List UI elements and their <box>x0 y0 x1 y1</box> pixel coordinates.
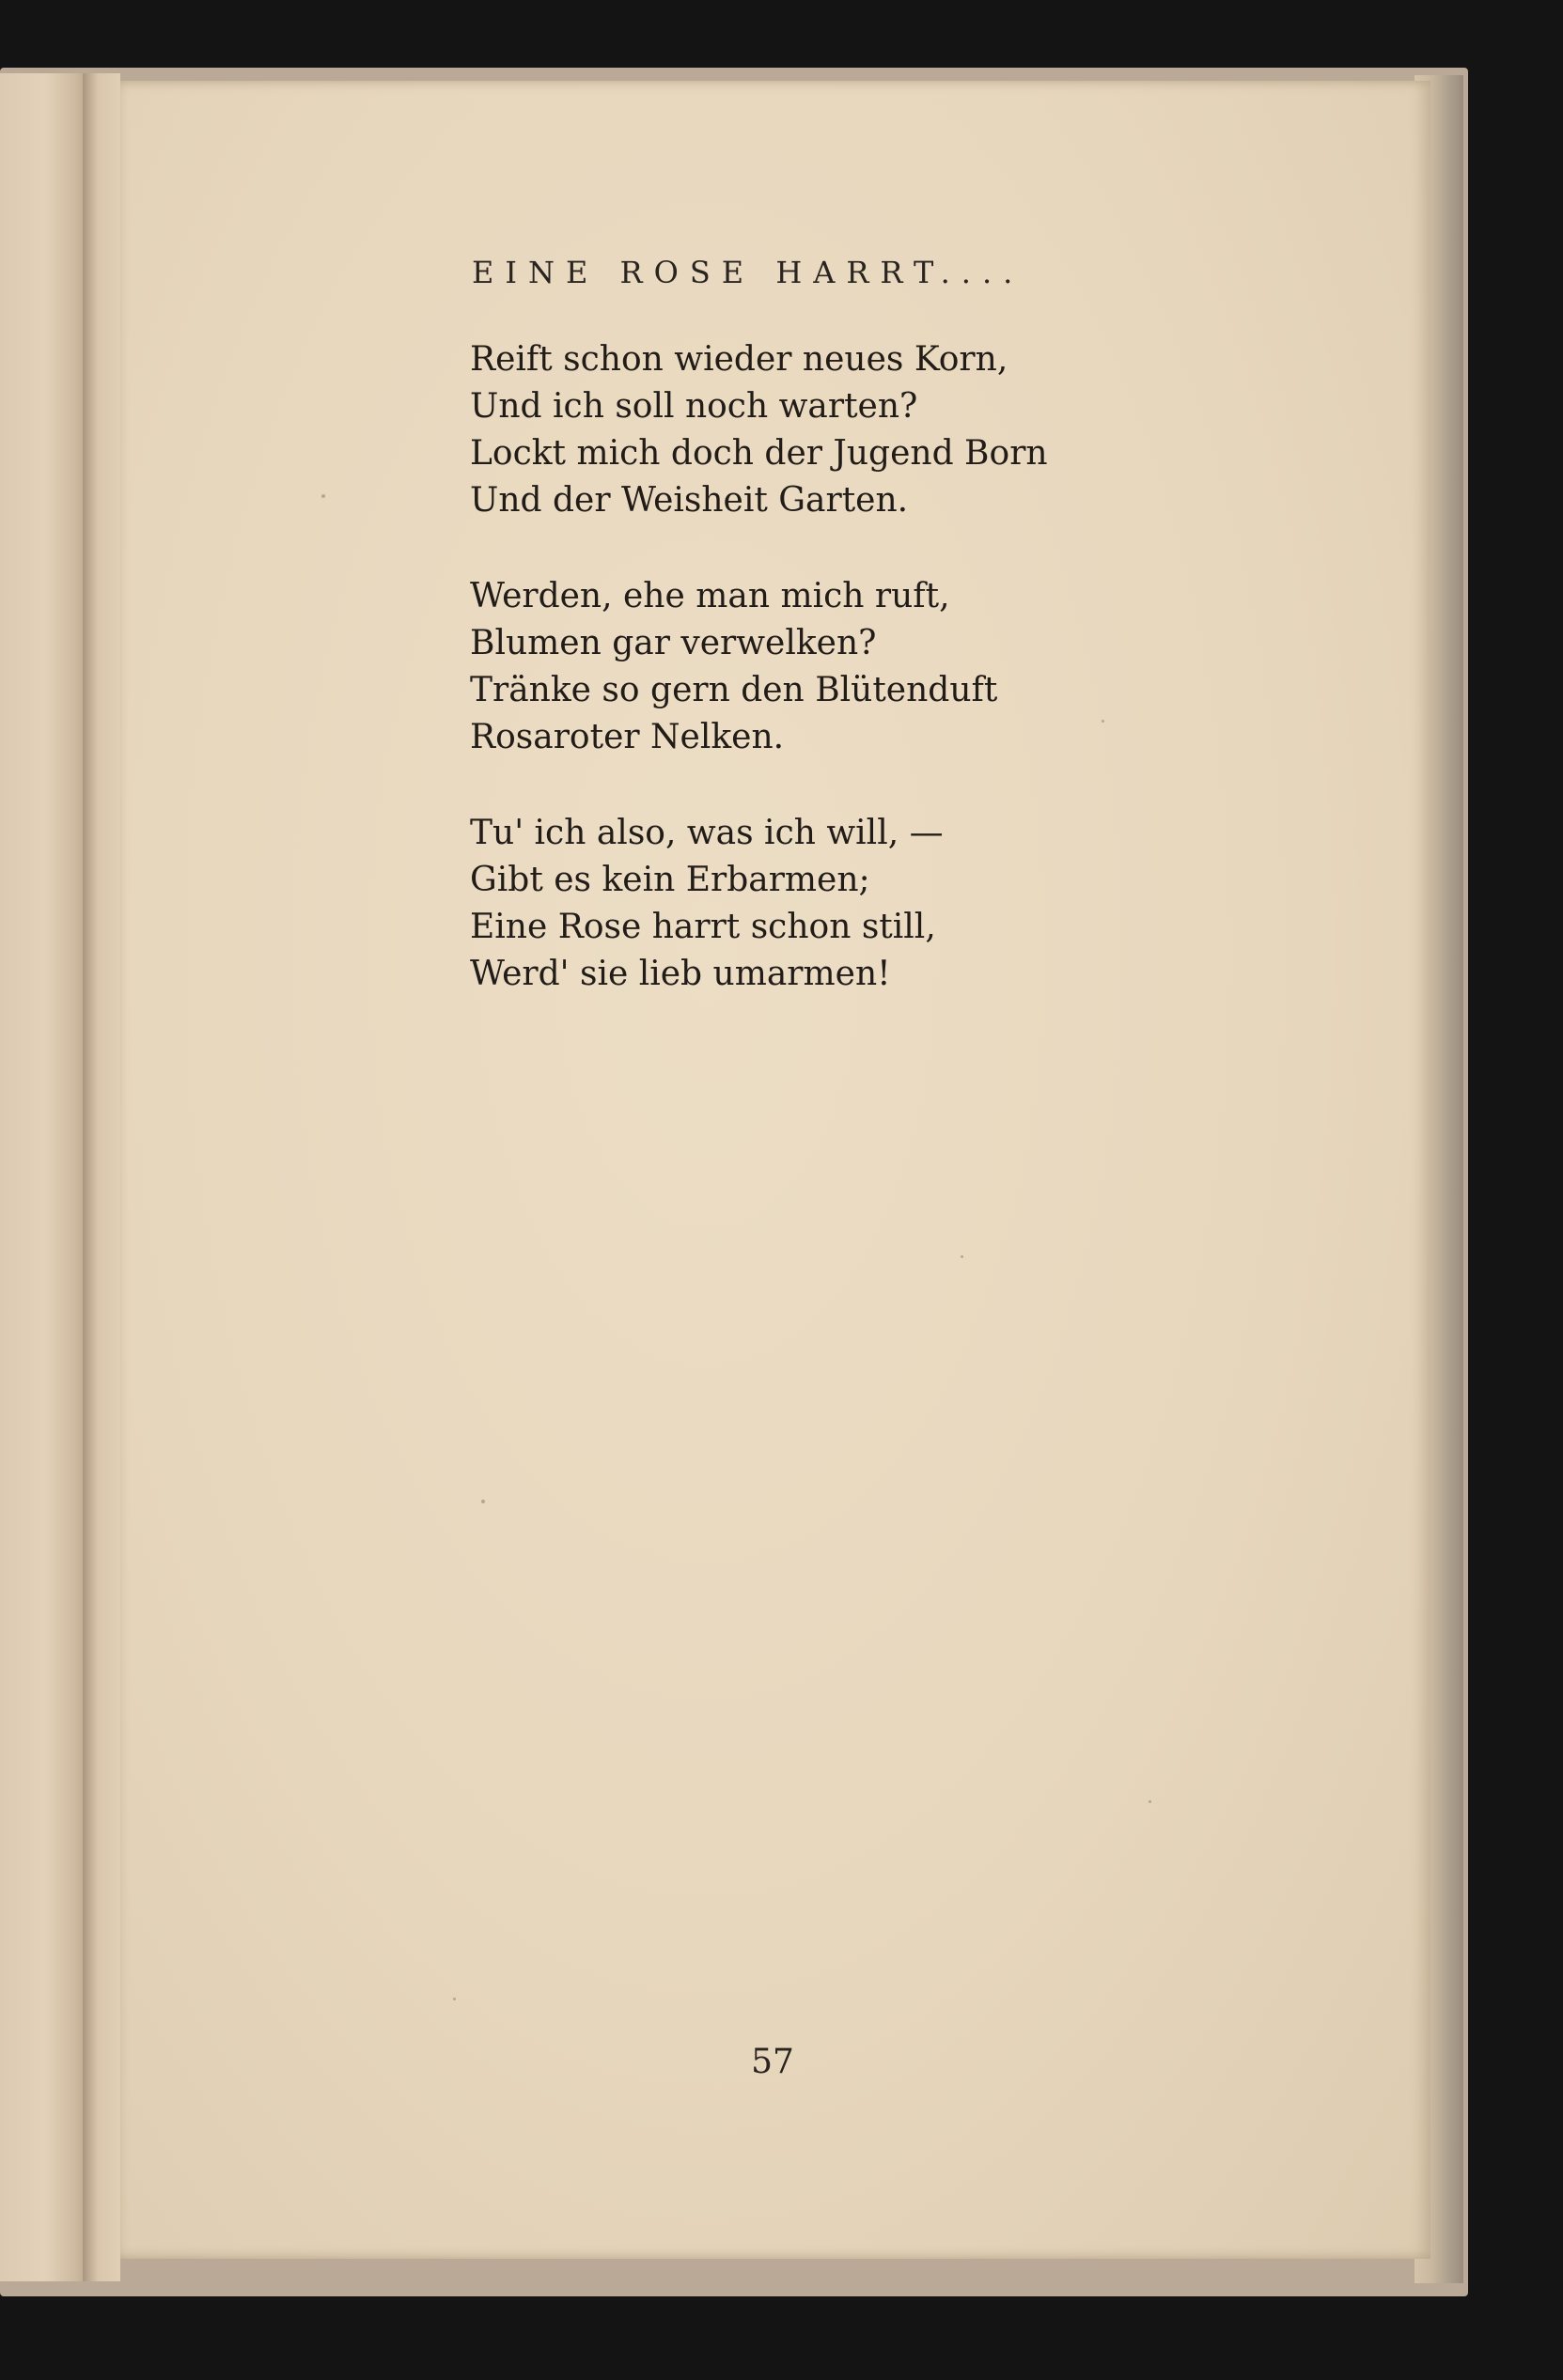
poem-title: EINE ROSE HARRT.... <box>472 255 1024 290</box>
verse-line: Werden, ehe man mich ruft, <box>470 577 950 615</box>
verse-line: Lockt mich doch der Jugend Born <box>470 434 1048 473</box>
verse-line: Und ich soll noch warten? <box>470 387 918 426</box>
paper-speck <box>961 1255 963 1258</box>
paper-speck <box>481 1500 485 1503</box>
verse-line: Und der Weisheit Garten. <box>470 481 909 520</box>
verse-line: Gibt es kein Erbarmen; <box>470 861 870 899</box>
verse-line: Werd' sie lieb umarmen! <box>470 955 891 993</box>
left-page-edge <box>0 73 89 2281</box>
verse-line: Reift schon wieder neues Korn, <box>470 340 1008 379</box>
stanza-3 <box>470 810 944 998</box>
page-number: 57 <box>751 2043 794 2081</box>
paper-speck <box>453 1998 456 2000</box>
verse-line: Blumen gar verwelken? <box>470 624 877 662</box>
verse-line: Eine Rose harrt schon still, <box>470 908 936 946</box>
verse-line: Tu' ich also, was ich will, — <box>470 814 944 852</box>
right-page <box>115 81 1430 2259</box>
verse-line: Tränke so gern den Blütenduft <box>470 671 998 709</box>
stanza-2 <box>470 573 997 761</box>
paper-speck <box>1149 1800 1151 1803</box>
paper-speck <box>321 494 325 498</box>
paper-speck <box>1102 720 1104 723</box>
verse-line: Rosaroter Nelken. <box>470 718 785 756</box>
book-gutter <box>83 73 120 2281</box>
stanza-1 <box>470 336 1048 524</box>
